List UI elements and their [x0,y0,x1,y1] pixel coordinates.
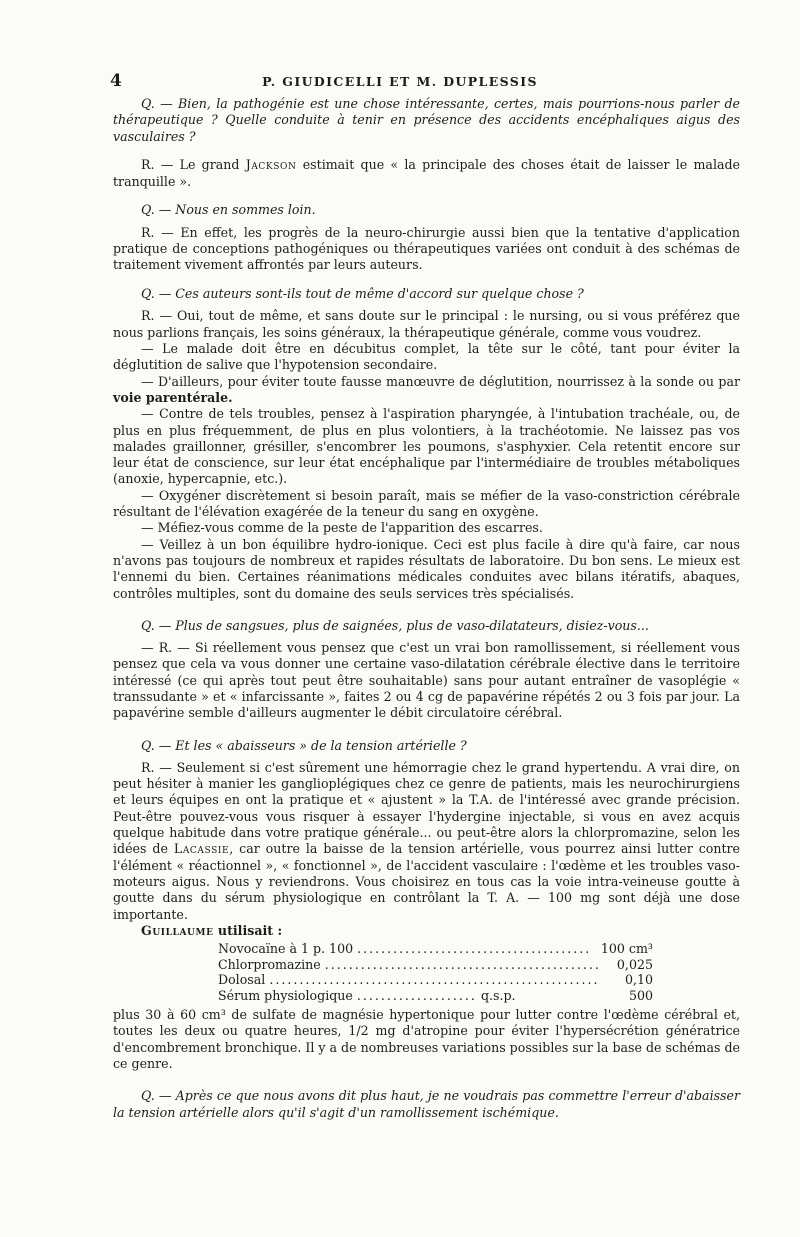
answer-paragraph: — R. — Si réellement vous pensez que c'est un vrai bon ramollissement, si réellement vous pensez que cela va vous donner une certaine vaso-dilatation cérébrale élective dans le territoire intéressé (ce qui après tout peut être souhaitable) sans pour autant entraîner de vasoplégie « transsudante » et « infarcissante », faites 2 ou 4 cg de papavérine répétés 2 ou 3 fois par jour. La papavérine semble d'ailleurs augmenter le débit circulatoire cérébral. [113,640,740,721]
answer-paragraph [113,157,740,190]
qsp-label: q.s.p. [480,987,516,1003]
list-paragraph: — Contre de tels troubles, pensez à l'aspiration pharyngée, à l'intubation trachéale, ou, de plus en plus fréquemment, de plus en plus volontiers, à la trachéotomie. Ne laissez pas vos malades graillonner, grésiller, s'encombrer les poumons, s'asphyxier. Cela retentit encore sur leur état de conscience, sur leur état encéphalique par l'intermédiaire de troubles métaboliques (anoxie, hypercapnie, etc.). [113,406,740,487]
list-paragraph: — Méfiez-vous comme de la peste de l'apparition des escarres. [141,520,543,536]
answer-paragraph [113,760,740,923]
author-name: Lacassie [173,841,230,857]
answer-paragraph: R. — En effet, les progrès de la neuro-chirurgie aussi bien que la tentative d'application pratique de conceptions pathogéniques ou thérapeutiques variées ont conduit à des schémas de traitement vivement affrontés par leurs auteurs. [113,224,740,273]
recipe-row [218,941,653,957]
text-run: utilisait : [213,922,283,938]
leader-dots: ....................................... [357,941,592,957]
text-run: , car outre la baisse de la tension artérielle, vous pourrez ainsi lutter contre l'élément « réactionnel », « fonctionnel », de l'accident vasculaire : l'œdème et les troubles vaso-moteurs aigus. Nous y reviendrons. Vous choisirez en tous cas la voie intra-veineuse goutte à goutte dans du sérum physiologique en contrôlant la T. A. — 100 mg sont déjà une dose importante. [113,841,740,922]
recipe-dose: 100 cm³ [600,941,653,957]
text-run: — D'ailleurs, pour éviter toute fausse manœuvre de déglutition, nourrissez à la sonde ou par [141,373,740,389]
recipe-row [218,988,653,1004]
author-name: Guillaume [141,922,214,938]
recipe-item [218,957,601,973]
leader-dots: .................... [356,987,477,1003]
list-paragraph: — Veillez à un bon équilibre hydro-ionique. Ceci est plus facile à dire qu'à faire, car nous n'avons pas toujours de nombreux et rapides résultats de laboratoire. Du bon sens. Le mieux est l'ennemi du bien. Certaines réanimations médicales conduites avec bilans itératifs, abaques, contrôles multiples, sont du domaine des seuls services très spécialisés. [113,536,740,601]
recipe-item-name: Dolosal [218,972,266,988]
leader-dots: .............................................. [324,956,601,972]
recipe-title [113,923,740,939]
leader-dots: ....................................................... [269,972,600,988]
text-run: estimait que « la principale des choses était de laisser le malade tranquille ». [113,157,740,189]
list-paragraph: — Le malade doit être en décubitus complet, la tête sur le côté, tant pour éviter la déglutition de salive que l'hypotension secondaire. [113,341,740,373]
recipe-item-name: Chlorpromazine [218,956,321,972]
closing-paragraph: plus 30 à 60 cm³ de sulfate de magnésie hypertonique pour lutter contre l'œdème cérébral et, toutes les deux ou quatre heures, 1/2 mg d'atropine pour éviter l'hypersécrétion génératrice d'encombrement bronchique. Il y a de nombreuses variations possibles sur la base de schémas de ce genre. [113,1007,740,1072]
page-number: 4 [110,71,122,91]
recipe-item [218,988,601,1004]
question-paragraph: Q. — Et les « abaisseurs » de la tension artérielle ? [141,737,467,753]
recipe-item-name: Sérum physiologique [218,987,353,1003]
recipe-dose: 0,025 [616,956,653,972]
recipe-item-name: Novocaïne à 1 p. 100 [218,941,354,957]
running-title: P. GIUDICELLI ET M. DUPLESSIS [262,74,538,89]
recipe-dose: 0,10 [624,972,653,988]
question-paragraph: Q. — Plus de sangsues, plus de saignées, plus de vaso-dilatateurs, disiez-vous... [141,617,649,633]
recipe-item [218,941,601,957]
recipe-dose: 500 [628,987,653,1003]
question-paragraph: Q. — Ces auteurs sont-ils tout de même d'accord sur quelque chose ? [141,286,584,302]
recipe-row [218,972,653,988]
answer-paragraph: R. — Oui, tout de même, et sans doute sur le principal : le nursing, ou si vous préférez que nous parlions français, les soins généraux, la thérapeutique générale, comme vous voudrez. [113,308,740,340]
question-paragraph: Q. — Nous en sommes loin. [141,202,316,218]
recipe-item [218,972,601,988]
text-run: R. — Seulement si c'est sûrement une hémorragie chez le grand hypertendu. A vrai dire, on peut hésiter à manier les ganglioplégiques chez ce genre de patients, mais les neurochirurgiens et leurs équipes en ont la pratique et « ajustent » la T.A. de l'intéressé avec grande précision. Peut-être pouvez-vous vous risquer à essayer l'hydergine injectable, si vous en avez acquis quelque habitude dans votre pratique générale... ou peut-être alors la chlorpromazine, selon les idées de [113,759,740,857]
text-run: R. — Le grand [141,157,246,173]
recipe-row [218,957,653,973]
text-body [113,96,740,1121]
recipe-table [218,941,653,1003]
list-paragraph [113,374,740,407]
list-paragraph: — Oxygéner discrètement si besoin paraît, mais se méfier de la vaso-constriction cérébrale résultant de l'élévation exagérée de la teneur du sang en oxygène. [113,487,740,520]
author-name: Jackson [245,157,297,173]
question-paragraph: Q. — Bien, la pathogénie est une chose intéressante, certes, mais pourrions-nous parler de thérapeutique ? Quelle conduite à tenir en présence des accidents encéphaliques aigus des vasculaires ? [113,96,740,144]
question-paragraph: Q. — Après ce que nous avons dit plus haut, je ne voudrais pas commettre l'erreur d'abaisser la tension artérielle alors qu'il s'agit d'un ramollissement ischémique. [113,1088,740,1120]
bold-text: voie parentérale. [113,389,233,405]
